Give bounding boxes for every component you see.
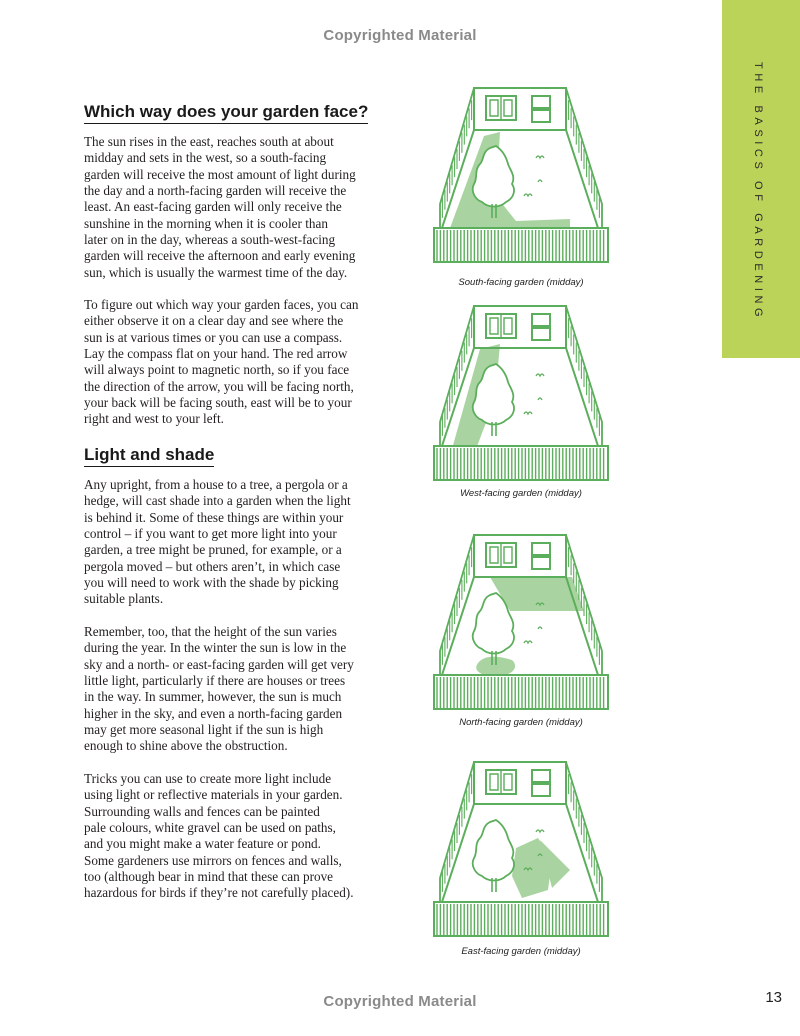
text-line: Remember, too, that the height of the sun varies — [84, 624, 337, 639]
text-line: garden, a tree might be pruned, for example, or a — [84, 542, 342, 558]
text-line: Any upright, from a house to a tree, a pergola or a — [84, 477, 348, 492]
section-heading-light-shade: Light and shade — [84, 445, 214, 467]
garden-drawing — [420, 304, 620, 492]
text-line: and you might make a water feature or pond. — [84, 836, 321, 852]
paragraph-sun-height — [84, 624, 374, 755]
text-line: least. An east-facing garden will only receive the — [84, 199, 342, 215]
garden-illustration-east — [420, 760, 620, 948]
text-line: higher in the sky, and even a north-facing garden — [84, 705, 343, 721]
garden-drawing — [420, 86, 620, 274]
figure-caption-east: East-facing garden (midday) — [461, 946, 581, 957]
figure-caption-west: West-facing garden (midday) — [460, 488, 582, 499]
text-line: is behind it. Some of these things are within your — [84, 509, 344, 525]
paragraph-uprights-shade — [84, 477, 374, 608]
text-line: hazardous for birds if they’re not carefully placed). — [84, 885, 354, 901]
text-line: too (although bear in mind that these can prove — [84, 869, 334, 885]
text-line: the direction of the arrow, you will be facing north, — [84, 378, 354, 394]
text-line: garden will receive the afternoon and early evening — [84, 248, 356, 264]
paragraph-sun-direction — [84, 134, 374, 281]
text-line: may get more seasonal light if the sun is high — [84, 722, 324, 738]
text-line: Surrounding walls and fences can be painted — [84, 803, 320, 819]
text-line: little light, particularly if there are houses or trees — [84, 673, 346, 689]
text-line: sun is at various times or you can use a compass. — [84, 329, 343, 345]
chapter-title: THE BASICS OF GARDENING — [752, 62, 764, 322]
text-line: later on in the day, whereas a south-west-facing — [84, 232, 336, 248]
copyright-watermark-top: Copyrighted Material — [323, 27, 477, 44]
text-line: your back will be facing south, east will be to your — [84, 395, 352, 411]
text-line: during the year. In the winter the sun is low in the — [84, 640, 347, 656]
text-line: sun, which is usually the warmest time of the day. — [84, 264, 348, 280]
text-line: hedge, will cast shade into a garden when the light — [84, 493, 351, 509]
text-line: you will need to work with the shade by picking — [84, 575, 339, 591]
text-line: Lay the compass flat on your hand. The red arrow — [84, 346, 348, 362]
text-line: the day and a north-facing garden will receive the — [84, 183, 347, 199]
text-line: sunshine in the morning when it is cooler than — [84, 215, 328, 231]
text-line: either observe it on a clear day and see where the — [84, 313, 344, 329]
text-line: sky and a north- or east-facing garden will get very — [84, 656, 354, 672]
figure-caption-south: South-facing garden (midday) — [458, 277, 584, 288]
text-line: right and west to your left. — [84, 411, 224, 427]
paragraph-compass — [84, 297, 374, 428]
paragraph-light-tricks — [84, 771, 374, 902]
text-line: To figure out which way your garden faces, you can — [84, 297, 359, 312]
text-line: will always point to magnetic north, so if you face — [84, 362, 350, 378]
figure-caption-north: North-facing garden (midday) — [459, 717, 583, 728]
text-line: pergola moved – but others aren’t, in which case — [84, 558, 341, 574]
text-line: control – if you want to get more light into your — [84, 526, 337, 542]
text-line: midday and sets in the west, so a south-facing — [84, 150, 327, 166]
text-line: using light or reflective materials in your garden. — [84, 787, 343, 803]
text-line: The sun rises in the east, reaches south at about — [84, 134, 334, 149]
copyright-watermark-bottom: Copyrighted Material — [323, 993, 477, 1010]
garden-drawing — [420, 533, 620, 721]
text-line: enough to shine above the obstruction. — [84, 738, 288, 754]
text-line: suitable plants. — [84, 591, 164, 607]
garden-illustration-south — [420, 86, 620, 274]
garden-drawing — [420, 760, 620, 948]
text-line: pale colours, white gravel can be used on paths, — [84, 820, 336, 836]
text-line: in the way. In summer, however, the sun is much — [84, 689, 342, 705]
garden-illustration-west — [420, 304, 620, 492]
text-line: garden will receive the most amount of light during — [84, 166, 356, 182]
text-line: Tricks you can use to create more light include — [84, 771, 332, 786]
page-number: 13 — [765, 989, 782, 1006]
text-line: Some gardeners use mirrors on fences and walls, — [84, 852, 342, 868]
garden-illustration-north — [420, 533, 620, 721]
section-heading-garden-face: Which way does your garden face? — [84, 102, 368, 124]
